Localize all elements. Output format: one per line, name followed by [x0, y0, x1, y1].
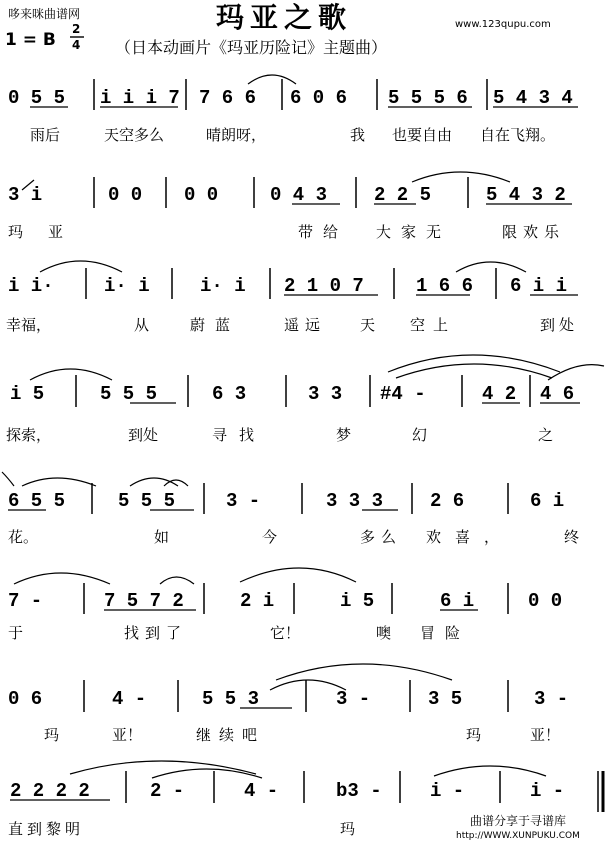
row6-measure3: 2 i: [240, 590, 275, 612]
time-sig-top: 2: [72, 22, 81, 36]
row7-lyric5: 亚！: [530, 726, 561, 744]
tie-arc: [434, 766, 546, 776]
row3-measure4: 2 1 0 7: [284, 275, 364, 297]
row7-lyric2: 亚！: [112, 726, 143, 744]
row3-measure1: i i·: [8, 275, 54, 297]
row5-lyric5: 欢喜，: [426, 528, 514, 546]
row2-measure5: 2 2 5: [374, 184, 432, 206]
row1-lyric3: 晴朗呀，: [206, 126, 267, 144]
row1-measure1: 0 5 5: [8, 87, 66, 109]
score-row-4: [6, 355, 604, 444]
row6-lyric1: 于: [8, 624, 24, 642]
slur-arc: [240, 568, 356, 582]
row4-measure7: 4 6: [540, 383, 575, 405]
row6-measure4: i 5: [340, 590, 375, 612]
row3-lyric5: 天: [360, 316, 376, 334]
row6-lyric3: 它！: [270, 624, 301, 642]
row8-measure2: 2 -: [150, 780, 185, 802]
row5-measure2: 5 5 5: [118, 490, 176, 512]
row8-measure1: 2 2 2 2: [10, 780, 90, 802]
footer-share-url: http://WWW.XUNPUKU.COM: [456, 831, 580, 841]
row4-measure2: 5 5 5: [100, 383, 158, 405]
row2-measure6: 5 4 3 2: [486, 184, 566, 206]
row8-measure6: i -: [530, 780, 565, 802]
row4-lyric3: 寻找: [212, 426, 267, 444]
row1-measure5: 5 5 5 6: [388, 87, 468, 109]
watermark-top: 哆来咪曲谱网: [8, 7, 81, 21]
row1-lyric1: 雨后: [30, 126, 61, 144]
tie-arc: [152, 769, 262, 778]
row5-lyric6: 终: [564, 528, 580, 546]
row4-lyric5: 幻: [412, 426, 428, 444]
slur-arc: [70, 761, 256, 774]
footer-share-text: 曲谱分享于寻谱库: [470, 814, 567, 828]
row6-lyric4: 噢: [376, 624, 392, 642]
row3-measure6: 6 i i: [510, 275, 568, 297]
row1-measure4: 6 0 6: [290, 87, 348, 109]
row4-measure1: i 5: [10, 383, 45, 405]
tie-arc: [456, 262, 526, 272]
row8-measure4: b3 -: [336, 780, 382, 802]
row1-measure3: 7 6 6: [199, 87, 257, 109]
tie-arc: [160, 577, 194, 584]
row7-measure1: 0 6: [8, 688, 43, 710]
row1-measure2: i i i 7: [100, 87, 180, 109]
score-row-5: [2, 472, 579, 546]
row4-lyric6: 之: [538, 426, 554, 444]
row1-lyric5: 也要自由: [392, 126, 453, 144]
key-signature: 1 = B: [5, 30, 56, 50]
score-row-2: [8, 172, 572, 241]
row7-measure5: 3 5: [428, 688, 463, 710]
tie-arc: [270, 680, 346, 690]
row6-measure1: 7 -: [8, 590, 43, 612]
row5-lyric2: 如: [154, 528, 170, 546]
row2-measure2: 0 0: [108, 184, 143, 206]
row1-lyric2: 天空多么: [104, 126, 165, 144]
tie-arc: [248, 75, 296, 84]
row4-lyric1: 探索，: [6, 426, 52, 444]
row2-lyric2: 亚: [48, 223, 64, 241]
row2-lyric1: 玛: [8, 223, 24, 241]
row3-measure5: 1 6 6: [416, 275, 474, 297]
row2-lyric5: 限欢乐: [502, 223, 566, 241]
score-row-6: [8, 568, 562, 642]
row3-lyric6: 空上: [410, 316, 457, 334]
row2-lyric3: 带给: [298, 223, 349, 241]
row2-lyric4: 大家无: [376, 223, 452, 241]
row5-lyric1: 花。: [8, 528, 39, 546]
tie-arc: [14, 573, 110, 584]
row2-measure1: 3 i: [8, 184, 43, 206]
row8-lyric1: 直到黎明: [8, 820, 85, 838]
slur-arc: [396, 364, 552, 378]
row4-measure3: 6 3: [212, 383, 247, 405]
row5-measure5: 2 6: [430, 490, 465, 512]
row1-lyric6: 自在飞翔。: [480, 126, 556, 144]
row2-measure3: 0 0: [184, 184, 219, 206]
row8-measure5: i -: [430, 780, 465, 802]
row6-measure5: 6 i: [440, 590, 475, 612]
row6-measure6: 0 0: [528, 590, 563, 612]
row4-lyric2: 到处: [128, 426, 159, 444]
row8-lyric2: 玛: [340, 820, 356, 838]
row5-lyric3: 今: [262, 528, 278, 546]
row8-measure3: 4 -: [244, 780, 279, 802]
website-top: www.123qupu.com: [455, 19, 551, 30]
row6-lyric2: 找到了: [124, 624, 188, 642]
row6-measure2: 7 5 7 2: [104, 590, 184, 612]
row7-measure2: 4 -: [112, 688, 147, 710]
row3-lyric4: 遥远: [284, 316, 327, 334]
row4-lyric4: 梦: [336, 426, 352, 444]
row3-lyric3: 蔚蓝: [190, 316, 241, 334]
score-row-7: [8, 664, 568, 744]
row5-measure6: 6 i: [530, 490, 565, 512]
row7-lyric4: 玛: [466, 726, 482, 744]
tie-arc: [40, 261, 122, 272]
score-row-1: [8, 75, 578, 144]
row4-measure5: #4 -: [380, 383, 426, 405]
song-title: 玛亚之歌: [216, 1, 353, 34]
row7-measure6: 3 -: [534, 688, 569, 710]
song-subtitle: （日本动画片《玛亚历险记》主题曲）: [115, 38, 388, 57]
row5-measure1: 6 5 5: [8, 490, 66, 512]
row3-lyric1: 幸福，: [6, 316, 52, 334]
row4-measure4: 3 3: [308, 383, 343, 405]
tie-arc: [548, 365, 604, 380]
row3-measure2: i· i: [104, 275, 150, 297]
row7-lyric1: 玛: [44, 726, 60, 744]
row5-measure4: 3 3 3: [326, 490, 384, 512]
row3-lyric7: 到处: [540, 316, 579, 334]
row7-measure4: 3 -: [336, 688, 371, 710]
row3-measure3: i· i: [200, 275, 246, 297]
row7-lyric3: 继续吧: [196, 726, 266, 744]
row2-measure4: 0 4 3: [270, 184, 328, 206]
tie-arc: [30, 369, 112, 380]
tie-arc: [22, 478, 96, 486]
row7-measure3: 5 5 3: [202, 688, 260, 710]
row1-measure6: 5 4 3 4: [493, 87, 573, 109]
row4-measure6: 4 2: [482, 383, 517, 405]
row3-lyric2: 从: [134, 316, 150, 334]
row5-lyric4: 多么: [360, 528, 403, 546]
row5-measure3: 3 -: [226, 490, 261, 512]
row1-lyric4: 我: [350, 126, 366, 144]
slur-arc: [276, 664, 452, 680]
score-row-3: [6, 261, 578, 334]
row6-lyric5: 冒险: [420, 624, 471, 642]
tie-arc: [130, 478, 178, 486]
tie-arc: [412, 172, 510, 182]
time-sig-bottom: 4: [72, 38, 81, 52]
